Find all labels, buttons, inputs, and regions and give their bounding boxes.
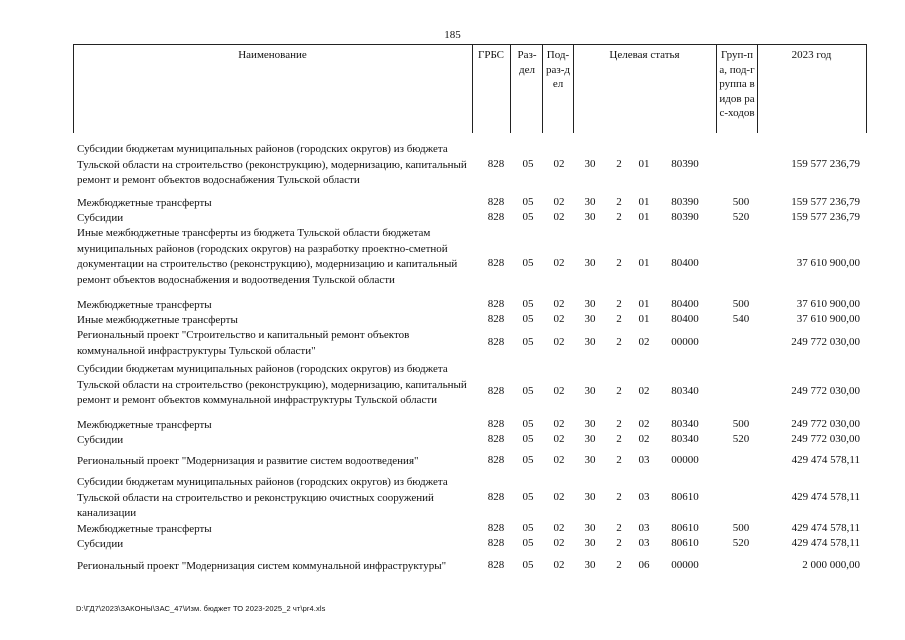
row-vr: 500: [732, 298, 750, 310]
row-t4: 80610: [671, 537, 699, 549]
row-amount: 249 772 030,00: [791, 336, 860, 348]
row-vr: 520: [732, 433, 750, 445]
header-divider: [716, 45, 717, 133]
row-grbs: 828: [487, 313, 505, 325]
header-divider: [866, 45, 867, 133]
row-t2: 2: [616, 336, 622, 348]
row-t3: 01: [638, 298, 650, 310]
row-t3: 01: [638, 157, 650, 170]
row-rz: 05: [522, 418, 534, 430]
row-name: Иные межбюджетные трансферты: [77, 314, 238, 326]
row-name: Субсидии бюджетам муниципальных районов (городских округов) из бюджета Тульской области на строительство (реконструкцию), модернизацию, капитальный ремонт и ремонт объектов коммунальной инфраструктуры Тульской области: [77, 363, 467, 406]
row-amount: 159 577 236,79: [791, 157, 860, 170]
header-divider: [510, 45, 511, 133]
row-t3: 03: [638, 522, 650, 534]
row-t2: 2: [616, 313, 622, 325]
row-amount: 37 610 900,00: [796, 313, 860, 325]
row-t4: 80400: [671, 257, 699, 269]
row-t4: 80340: [671, 385, 699, 397]
row-rz: 05: [522, 257, 534, 269]
row-t1: 30: [584, 385, 596, 397]
row-grbs: 828: [487, 433, 505, 445]
row-rz: 05: [522, 522, 534, 534]
row-t4: 80390: [671, 211, 699, 223]
row-name: Межбюджетные трансферты: [77, 523, 212, 535]
header-gruppa: Груп-па, под-группа видов рас-ходов: [719, 49, 755, 119]
row-grbs: 828: [487, 385, 505, 397]
row-t1: 30: [584, 211, 596, 223]
row-amount: 429 474 578,11: [791, 537, 860, 549]
row-name: Региональный проект "Строительство и капитальный ремонт объектов коммунальной инфраструктуры Тульской области": [77, 329, 410, 357]
row-t1: 30: [584, 522, 596, 534]
row-pr: 02: [553, 211, 565, 223]
row-rz: 05: [522, 385, 534, 397]
row-grbs: 828: [487, 211, 505, 223]
row-t2: 2: [616, 537, 622, 549]
row-rz: 05: [522, 490, 534, 503]
row-name: Субсидии: [77, 212, 124, 224]
row-grbs: 828: [487, 522, 505, 534]
row-pr: 02: [553, 196, 565, 208]
row-rz: 05: [522, 336, 534, 348]
row-amount: 429 474 578,11: [791, 490, 860, 503]
row-amount: 429 474 578,11: [791, 522, 860, 534]
row-t1: 30: [584, 537, 596, 549]
page-number: 185: [444, 29, 461, 41]
row-grbs: 828: [487, 454, 505, 466]
row-t1: 30: [584, 157, 596, 170]
row-rz: 05: [522, 454, 534, 466]
row-amount: 159 577 236,79: [791, 196, 860, 208]
row-t3: 03: [638, 490, 650, 503]
row-pr: 02: [553, 537, 565, 549]
row-t3: 02: [638, 336, 650, 348]
row-pr: 02: [553, 490, 565, 503]
row-t4: 80400: [671, 313, 699, 325]
row-t3: 02: [638, 418, 650, 430]
row-t2: 2: [616, 157, 622, 170]
row-t4: 00000: [671, 336, 699, 348]
row-t1: 30: [584, 454, 596, 466]
row-pr: 02: [553, 385, 565, 397]
row-amount: 429 474 578,11: [791, 454, 860, 466]
row-t4: 80390: [671, 196, 699, 208]
row-t1: 30: [584, 433, 596, 445]
row-t2: 2: [616, 490, 622, 503]
row-t2: 2: [616, 418, 622, 430]
row-t4: 80610: [671, 490, 699, 503]
row-pr: 02: [553, 257, 565, 269]
row-t2: 2: [616, 559, 622, 571]
row-pr: 02: [553, 313, 565, 325]
row-t1: 30: [584, 313, 596, 325]
row-t3: 01: [638, 257, 650, 269]
row-t4: 80340: [671, 418, 699, 430]
row-vr: 540: [732, 313, 750, 325]
row-t2: 2: [616, 385, 622, 397]
row-vr: 500: [732, 196, 750, 208]
row-rz: 05: [522, 157, 534, 170]
row-grbs: 828: [487, 418, 505, 430]
row-t3: 06: [638, 559, 650, 571]
row-t1: 30: [584, 559, 596, 571]
row-t2: 2: [616, 257, 622, 269]
row-pr: 02: [553, 298, 565, 310]
row-rz: 05: [522, 559, 534, 571]
row-rz: 05: [522, 196, 534, 208]
row-t2: 2: [616, 211, 622, 223]
row-t4: 80340: [671, 433, 699, 445]
row-t3: 02: [638, 433, 650, 445]
row-grbs: 828: [487, 537, 505, 549]
row-pr: 02: [553, 559, 565, 571]
row-pr: 02: [553, 454, 565, 466]
file-path-footer: D:\ГД7\2023\ЗАКОНЫ\ЗАС_47\Изм. бюджет ТО 2023-2025_2 чт\pr4.xls: [76, 604, 326, 613]
row-grbs: 828: [487, 490, 505, 503]
row-t3: 01: [638, 313, 650, 325]
row-rz: 05: [522, 537, 534, 549]
header-divider: [542, 45, 543, 133]
row-pr: 02: [553, 522, 565, 534]
row-t1: 30: [584, 257, 596, 269]
row-t1: 30: [584, 336, 596, 348]
row-grbs: 828: [487, 196, 505, 208]
row-name: Субсидии бюджетам муниципальных районов (городских округов) из бюджета Тульской области на строительство и реконструкцию очистных сооружений канализации: [77, 476, 448, 519]
table-header: [73, 44, 867, 133]
row-t4: 80400: [671, 298, 699, 310]
row-pr: 02: [553, 157, 565, 170]
row-grbs: 828: [487, 336, 505, 348]
row-t4: 80610: [671, 522, 699, 534]
row-grbs: 828: [487, 559, 505, 571]
header-razdel: Раз-дел: [517, 49, 537, 76]
header-year: 2023 год: [791, 49, 832, 61]
row-t2: 2: [616, 433, 622, 445]
row-grbs: 828: [487, 257, 505, 269]
header-podrazdel: Под-раз-дел: [546, 49, 570, 90]
row-amount: 2 000 000,00: [802, 559, 860, 571]
row-grbs: 828: [487, 157, 505, 170]
row-t4: 00000: [671, 559, 699, 571]
row-vr: 500: [732, 418, 750, 430]
row-t4: 80390: [671, 157, 699, 170]
row-name: Межбюджетные трансферты: [77, 299, 212, 311]
row-t4: 00000: [671, 454, 699, 466]
row-name: Иные межбюджетные трансферты из бюджета Тульской области бюджетам муниципальных районов (городских округов) на разработку проектно-сметной документации на строительство (реконструкцию), модернизацию и капитальный ремонт объектов водоснабжения и водоотведения Тульской области: [77, 227, 458, 286]
row-t3: 01: [638, 211, 650, 223]
row-rz: 05: [522, 313, 534, 325]
row-grbs: 828: [487, 298, 505, 310]
row-rz: 05: [522, 211, 534, 223]
header-tselevaya: Целевая статья: [609, 49, 680, 61]
row-name: Межбюджетные трансферты: [77, 419, 212, 431]
row-rz: 05: [522, 298, 534, 310]
row-t1: 30: [584, 298, 596, 310]
row-amount: 249 772 030,00: [791, 433, 860, 445]
row-t2: 2: [616, 196, 622, 208]
row-amount: 249 772 030,00: [791, 385, 860, 397]
row-vr: 500: [732, 522, 750, 534]
row-t1: 30: [584, 418, 596, 430]
row-t2: 2: [616, 522, 622, 534]
row-name: Субсидии: [77, 538, 124, 550]
row-name: Межбюджетные трансферты: [77, 197, 212, 209]
row-vr: 520: [732, 211, 750, 223]
row-pr: 02: [553, 418, 565, 430]
row-rz: 05: [522, 433, 534, 445]
row-t1: 30: [584, 490, 596, 503]
row-amount: 249 772 030,00: [791, 418, 860, 430]
row-t3: 03: [638, 537, 650, 549]
row-name: Субсидии бюджетам муниципальных районов (городских округов) из бюджета Тульской области на строительство (реконструкцию), модернизацию, капитальный ремонт и ремонт объектов водоснабжения Тульской области: [77, 143, 467, 186]
header-name: Наименование: [238, 49, 307, 61]
row-t3: 03: [638, 454, 650, 466]
row-name: Региональный проект "Модернизация и развитие систем водоотведения": [77, 455, 419, 467]
row-amount: 37 610 900,00: [796, 257, 860, 269]
header-grbs: ГРБС: [477, 49, 505, 61]
row-pr: 02: [553, 433, 565, 445]
row-name: Региональный проект "Модернизация систем коммунальной инфраструктуры": [77, 560, 447, 572]
row-t2: 2: [616, 298, 622, 310]
row-amount: 159 577 236,79: [791, 211, 860, 223]
row-name: Субсидии: [77, 434, 124, 446]
row-t2: 2: [616, 454, 622, 466]
row-t3: 02: [638, 385, 650, 397]
row-vr: 520: [732, 537, 750, 549]
row-t3: 01: [638, 196, 650, 208]
row-pr: 02: [553, 336, 565, 348]
row-amount: 37 610 900,00: [796, 298, 860, 310]
row-t1: 30: [584, 196, 596, 208]
